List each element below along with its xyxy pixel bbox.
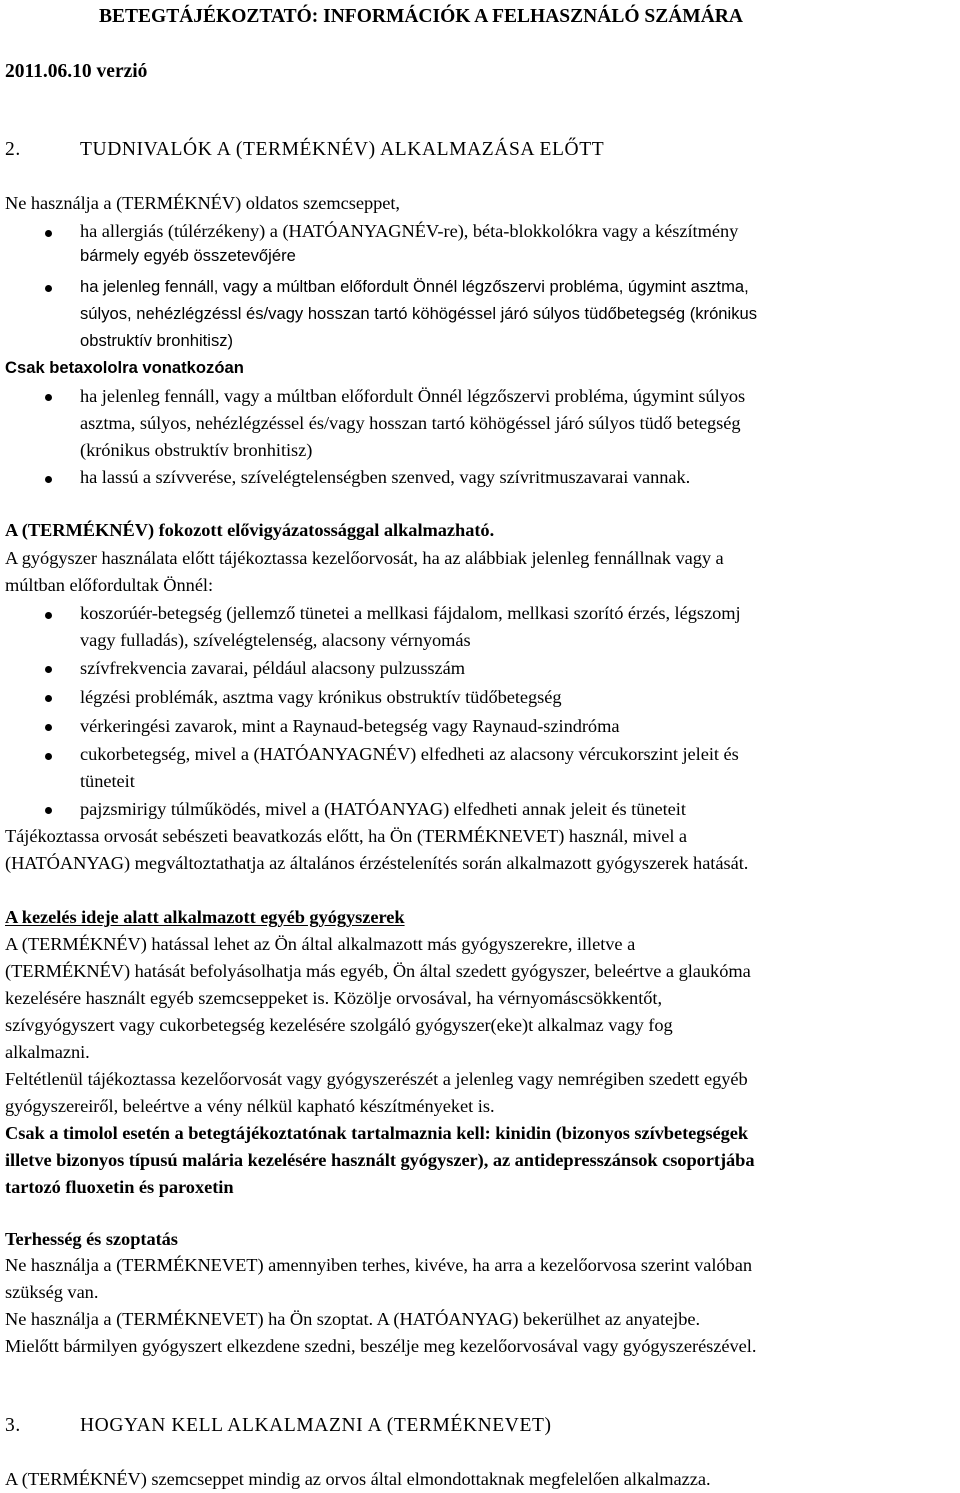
other-meds-heading: A kezelés ideje alatt alkalmazott egyéb gyógyszerek bbox=[5, 907, 405, 927]
inform-line: Feltétlenül tájékoztassa kezelőorvosát vagy gyógyszerészét a jelenleg vagy nemrégiben szedett egyéb bbox=[5, 1069, 748, 1089]
bullet-icon bbox=[45, 476, 52, 483]
surgery-line: Tájékoztassa orvosát sebészeti beavatkozás előtt, ha Ön (TERMÉKNEVET) használ, mivel a bbox=[5, 826, 688, 846]
item-line: obstruktív bronhitisz) bbox=[80, 331, 234, 350]
pregnancy-line: szükség van. bbox=[5, 1282, 99, 1302]
section-3-paragraph: A (TERMÉKNÉV) szemcseppet mindig az orvos által elmondottaknak megfelelően alkalmazza. bbox=[5, 1469, 711, 1489]
caution-item-line: cukorbetegség, mivel a (HATÓANYAGNÉV) elfedheti az alacsony vércukorszint jeleit és bbox=[80, 744, 739, 764]
version-label: 2011.06.10 verzió bbox=[5, 61, 148, 82]
bullet-icon bbox=[45, 285, 52, 292]
caution-item-line: szívfrekvencia zavarai, például alacsony pulzusszám bbox=[80, 658, 466, 678]
other-meds-line: szívgyógyszert vagy cukorbetegség kezelésére szolgáló gyógyszer(eke)t alkalmaz vagy fog bbox=[5, 1015, 673, 1035]
bullet-icon bbox=[45, 612, 52, 619]
timolol-line: Csak a timolol esetén a betegtájékoztatónak tartalmaznia kell: kinidin (bizonyos szívbetegségek bbox=[5, 1123, 749, 1143]
caution-item-line: pajzsmirigy túlműködés, mivel a (HATÓANYAG) elfedheti annak jeleit és tüneteit bbox=[80, 799, 686, 819]
bullet-icon bbox=[45, 695, 52, 702]
betaxolol-item-line: asztma, súlyos, nehézlégzéssel és/vagy hosszan tartó köhögéssel járó súlyos tüdő betegség bbox=[80, 413, 741, 433]
caution-item-line: vagy fulladás), szívelégtelenség, alacsony vérnyomás bbox=[80, 630, 471, 650]
section-2-number: 2. bbox=[5, 139, 21, 160]
bullet-icon bbox=[45, 666, 52, 673]
item-line: ha jelenleg fennáll, vagy a múltban előfordult Önnél légzőszervi probléma, úgymint asztma, bbox=[80, 277, 749, 296]
bullet-icon bbox=[45, 724, 52, 731]
betaxolol-item-line: ha lassú a szívverése, szívelégtelenségben szenved, vagy szívritmuszavarai vannak. bbox=[80, 467, 691, 487]
caution-item-line: koszorúér-betegség (jellemző tünetei a mellkasi fájdalom, mellkasi szorító érzés, légszomj bbox=[80, 603, 741, 623]
caution-item-line: vérkeringési zavarok, mint a Raynaud-betegség vagy Raynaud-szindróma bbox=[80, 716, 620, 736]
document-title: BETEGTÁJÉKOZTATÓ: INFORMÁCIÓK A FELHASZNÁLÓ SZÁMÁRA bbox=[99, 6, 743, 27]
item-line: bármely egyéb összetevőjére bbox=[80, 246, 296, 265]
timolol-line: illetve bizonyos típusú malária kezelésére használt gyógyszer), az antidepresszánsok csoportjába bbox=[5, 1150, 755, 1170]
betaxolol-item-line: ha jelenleg fennáll, vagy a múltban előfordult Önnél légzőszervi probléma, úgymint súlyos bbox=[80, 386, 746, 406]
timolol-line: tartozó fluoxetin és paroxetin bbox=[5, 1177, 234, 1197]
bullet-icon bbox=[45, 807, 52, 814]
other-meds-line: A (TERMÉKNÉV) hatással lehet az Ön által alkalmazott más gyógyszerekre, illetve a bbox=[5, 934, 636, 954]
bullet-icon bbox=[45, 753, 52, 760]
inform-line: gyógyszereiről, beleértve a vény nélkül kapható készítményeket is. bbox=[5, 1096, 495, 1116]
other-meds-line: alkalmazni. bbox=[5, 1042, 90, 1062]
intro-text: Ne használja a (TERMÉKNÉV) oldatos szemcseppet, bbox=[5, 193, 400, 213]
caution-intro-line: A gyógyszer használata előtt tájékoztassa kezelőorvosát, ha az alábbiak jelenleg fennállnak vagy a bbox=[5, 548, 724, 568]
pregnancy-line: Mielőtt bármilyen gyógyszert elkezdene szedni, beszélje meg kezelőorvosával vagy gyógyszerészével. bbox=[5, 1336, 757, 1356]
caution-heading: A (TERMÉKNÉV) fokozott elővigyázatossággal alkalmazható. bbox=[5, 520, 495, 540]
betaxolol-heading: Csak betaxololra vonatkozóan bbox=[5, 358, 244, 377]
pregnancy-line: Ne használja a (TERMÉKNEVET) ha Ön szoptat. A (HATÓANYAG) bekerülhet az anyatejbe. bbox=[5, 1309, 701, 1329]
item-line: súlyos, nehézlégzéssl és/vagy hosszan tartó köhögéssel járó súlyos tüdőbetegség (krónikus bbox=[80, 304, 758, 323]
pregnancy-line: Ne használja a (TERMÉKNEVET) amennyiben terhes, kivéve, ha arra a kezelőorvosa szerint valóban bbox=[5, 1255, 752, 1275]
surgery-line: (HATÓANYAG) megváltoztathatja az általános érzéstelenítés során alkalmazott gyógyszerek hatását. bbox=[5, 853, 749, 873]
section-3-number: 3. bbox=[5, 1415, 21, 1436]
caution-item-line: tüneteit bbox=[80, 771, 135, 791]
item-line: ha allergiás (túlérzékeny) a (HATÓANYAGNÉV-re), béta-blokkolókra vagy a készítmény bbox=[80, 221, 739, 241]
bullet-icon bbox=[45, 230, 52, 237]
betaxolol-item-line: (krónikus obstruktív bronhitisz) bbox=[80, 440, 313, 460]
bullet-icon bbox=[45, 394, 52, 401]
other-meds-line: (TERMÉKNÉV) hatását befolyásolhatja más egyéb, Ön által szedett gyógyszer, beleértve a glaukóma bbox=[5, 961, 751, 981]
section-3-title: HOGYAN KELL ALKALMAZNI A (TERMÉKNEVET) bbox=[80, 1415, 552, 1436]
pregnancy-heading: Terhesség és szoptatás bbox=[5, 1229, 178, 1249]
caution-item-line: légzési problémák, asztma vagy krónikus obstruktív tüdőbetegség bbox=[80, 687, 562, 707]
section-2-title: TUDNIVALÓK A (TERMÉKNÉV) ALKALMAZÁSA ELŐTT bbox=[80, 139, 605, 160]
other-meds-line: kezelésére használt egyéb szemcseppeket is. Közölje orvosával, ha vérnyomáscsökkentőt, bbox=[5, 988, 663, 1008]
caution-intro-line: múltban előfordultak Önnél: bbox=[5, 575, 214, 595]
